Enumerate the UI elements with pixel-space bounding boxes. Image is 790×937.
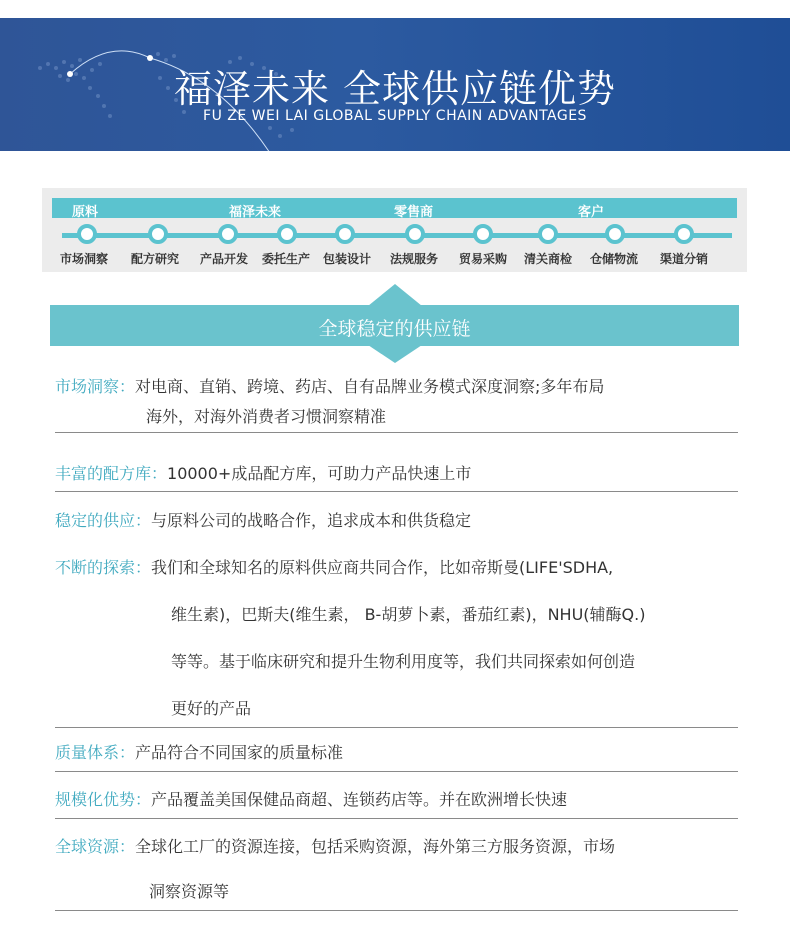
item-key: 质量体系： <box>55 743 136 762</box>
timeline-dot <box>405 224 425 244</box>
supply-chain-diagram <box>42 188 747 272</box>
advantage-item <box>55 374 738 429</box>
advantage-item <box>55 834 738 904</box>
chain-step: 法规服务 <box>390 252 439 266</box>
item-text: 对电商、直销、跨境、药店、自有品牌业务模式深度洞察;多年布局 <box>135 377 605 396</box>
item-key: 全球资源： <box>55 837 136 856</box>
item-key: 市场洞察： <box>55 377 136 396</box>
item-text-continued: 等等。基于临床研究和提升生物利用度等，我们共同探索如何创造 <box>171 652 636 671</box>
divider <box>55 771 738 772</box>
divider <box>55 432 738 433</box>
section-header <box>50 305 739 346</box>
item-text: 产品符合不同国家的质量标准 <box>135 743 344 762</box>
section-title: 全球稳定的供应链 <box>318 318 471 340</box>
divider <box>55 491 738 492</box>
advantage-item <box>55 787 738 812</box>
divider <box>55 818 738 819</box>
chain-step: 配方研究 <box>131 252 180 266</box>
header-banner <box>0 18 790 151</box>
chain-step: 仓储物流 <box>590 252 639 266</box>
item-text: 10000+成品配方库，可助力产品快速上市 <box>167 464 472 483</box>
chain-step: 清关商检 <box>524 252 573 266</box>
item-key: 稳定的供应： <box>55 511 152 530</box>
timeline-dot <box>77 224 97 244</box>
advantage-item <box>55 508 738 533</box>
item-text-continued: 更好的产品 <box>171 699 252 718</box>
item-text: 我们和全球知名的原料供应商共同合作，比如帝斯曼(LIFE'SDHA, <box>151 558 614 577</box>
stage-label: 福泽未来 <box>229 205 282 220</box>
item-text: 与原料公司的战略合作，追求成本和供货稳定 <box>151 511 472 530</box>
chain-step: 渠道分销 <box>660 252 709 266</box>
section-header-pointer <box>368 284 422 306</box>
divider <box>55 727 738 728</box>
timeline-dot <box>218 224 238 244</box>
chain-step: 包装设计 <box>323 252 372 266</box>
item-key: 丰富的配方库： <box>55 464 168 483</box>
timeline-dot <box>538 224 558 244</box>
item-text-continued: 维生素)，巴斯夫(维生素， B-胡萝卜素，番茄红素)，NHU(辅酶Q.) <box>171 605 646 624</box>
divider <box>55 910 738 911</box>
banner-title: 福泽未来 全球供应链优势 <box>173 67 617 111</box>
stage-label: 客户 <box>578 205 605 220</box>
chain-step: 市场洞察 <box>60 252 109 266</box>
chain-step: 产品开发 <box>200 252 249 266</box>
advantage-item <box>55 461 738 486</box>
stage-label: 原料 <box>72 205 99 220</box>
timeline-dot <box>473 224 493 244</box>
section-header-pointer <box>368 345 422 363</box>
item-text-continued: 海外，对海外消费者习惯洞察精准 <box>146 407 387 426</box>
item-key: 规模化优势： <box>55 790 152 809</box>
item-key: 不断的探索： <box>55 558 152 577</box>
chain-step: 贸易采购 <box>459 252 508 266</box>
stage-label: 零售商 <box>394 205 434 220</box>
advantage-item <box>55 740 738 765</box>
timeline-dot <box>148 224 168 244</box>
item-text-continued: 洞察资源等 <box>149 882 230 901</box>
item-text: 全球化工厂的资源连接，包括采购资源，海外第三方服务资源，市场 <box>135 837 616 856</box>
item-text: 产品覆盖美国保健品商超、连锁药店等。并在欧洲增长快速 <box>151 790 568 809</box>
advantage-item <box>55 544 738 732</box>
timeline-dot <box>335 224 355 244</box>
banner-subtitle: FU ZE WEI LAI GLOBAL SUPPLY CHAIN ADVANTAGES <box>203 108 587 124</box>
chain-step: 委托生产 <box>262 252 311 266</box>
timeline-dot <box>277 224 297 244</box>
timeline-dot <box>605 224 625 244</box>
timeline-dot <box>674 224 694 244</box>
